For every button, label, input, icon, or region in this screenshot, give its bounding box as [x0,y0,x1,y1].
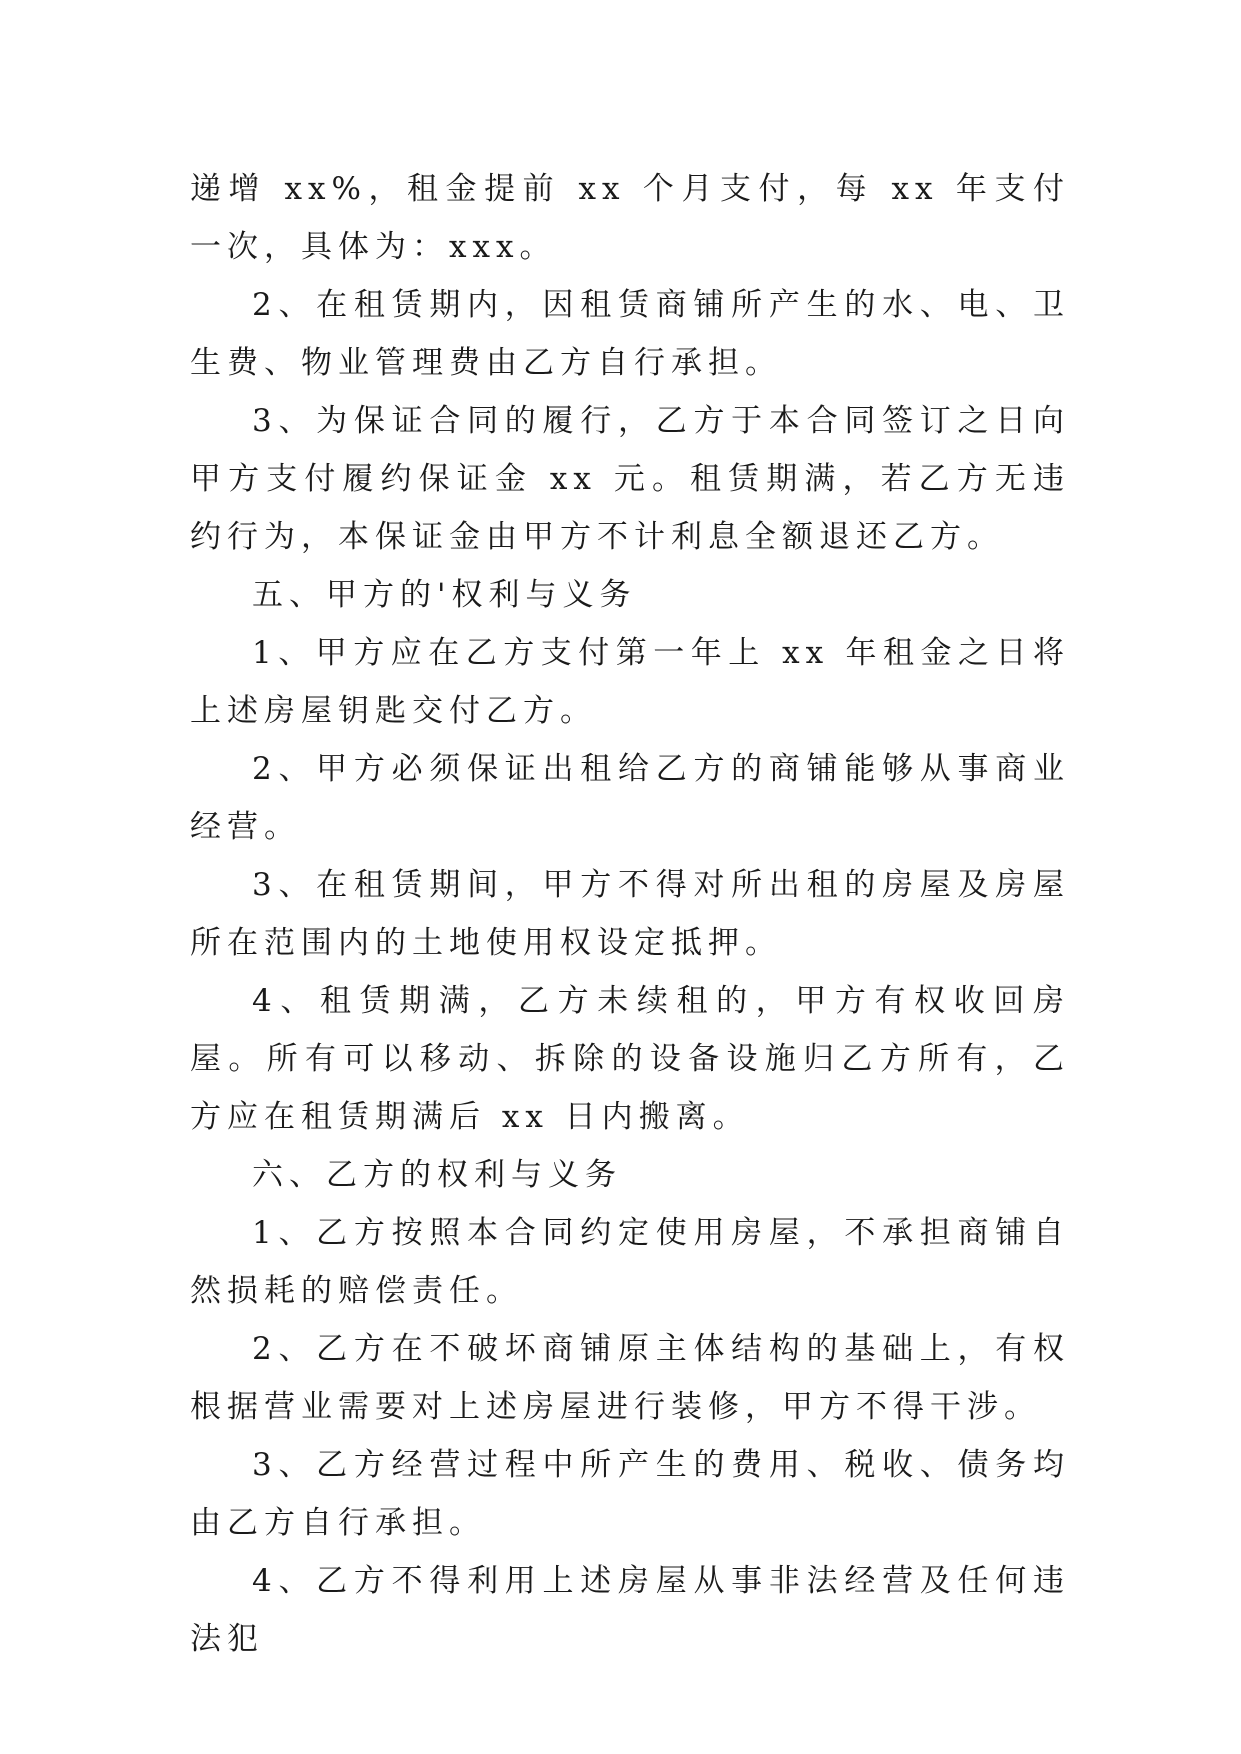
paragraph-no-mortgage: 3、在租赁期间，甲方不得对所出租的房屋及房屋所在范围内的土地使用权设定抵押。 [190,867,1070,961]
paragraph-key-handover: 1、甲方应在乙方支付第一年上 xx 年租金之日将上述房屋钥匙交付乙方。 [190,635,1070,729]
paragraph-lease-expiry: 4、租赁期满，乙方未续租的，甲方有权收回房屋。所有可以移动、拆除的设备设施归乙方所有，乙方应在租赁期满后 xx 日内搬离。 [190,983,1070,1135]
section-heading-party-a: 五、甲方的'权利与义务 [252,577,637,613]
section-heading-party-b: 六、乙方的权利与义务 [252,1157,622,1193]
paragraph-rent-payment: 递增 xx%，租金提前 xx 个月支付，每 xx 年支付一次，具体为：xxx。 [190,171,1070,265]
paragraph-utilities-clause: 2、在租赁期内，因租赁商铺所产生的水、电、卫生费、物业管理费由乙方自行承担。 [190,287,1070,381]
paragraph-deposit-clause: 3、为保证合同的履行，乙方于本合同签订之日向甲方支付履约保证金 xx 元。租赁期满，若乙方无违约行为，本保证金由甲方不计利息全额退还乙方。 [190,403,1070,555]
paragraph-illegal-activity: 4、乙方不得利用上述房屋从事非法经营及任何违法犯 [190,1563,1070,1657]
paragraph-business-guarantee: 2、甲方必须保证出租给乙方的商铺能够从事商业经营。 [190,751,1070,845]
paragraph-renovation-right: 2、乙方在不破坏商铺原主体结构的基础上，有权根据营业需要对上述房屋进行装修，甲方不得干涉。 [190,1331,1070,1425]
paragraph-expenses-taxes: 3、乙方经营过程中所产生的费用、税收、债务均由乙方自行承担。 [190,1447,1070,1541]
paragraph-use-of-premises: 1、乙方按照本合同约定使用房屋，不承担商铺自然损耗的赔偿责任。 [190,1215,1070,1309]
document-body [190,160,1070,1668]
